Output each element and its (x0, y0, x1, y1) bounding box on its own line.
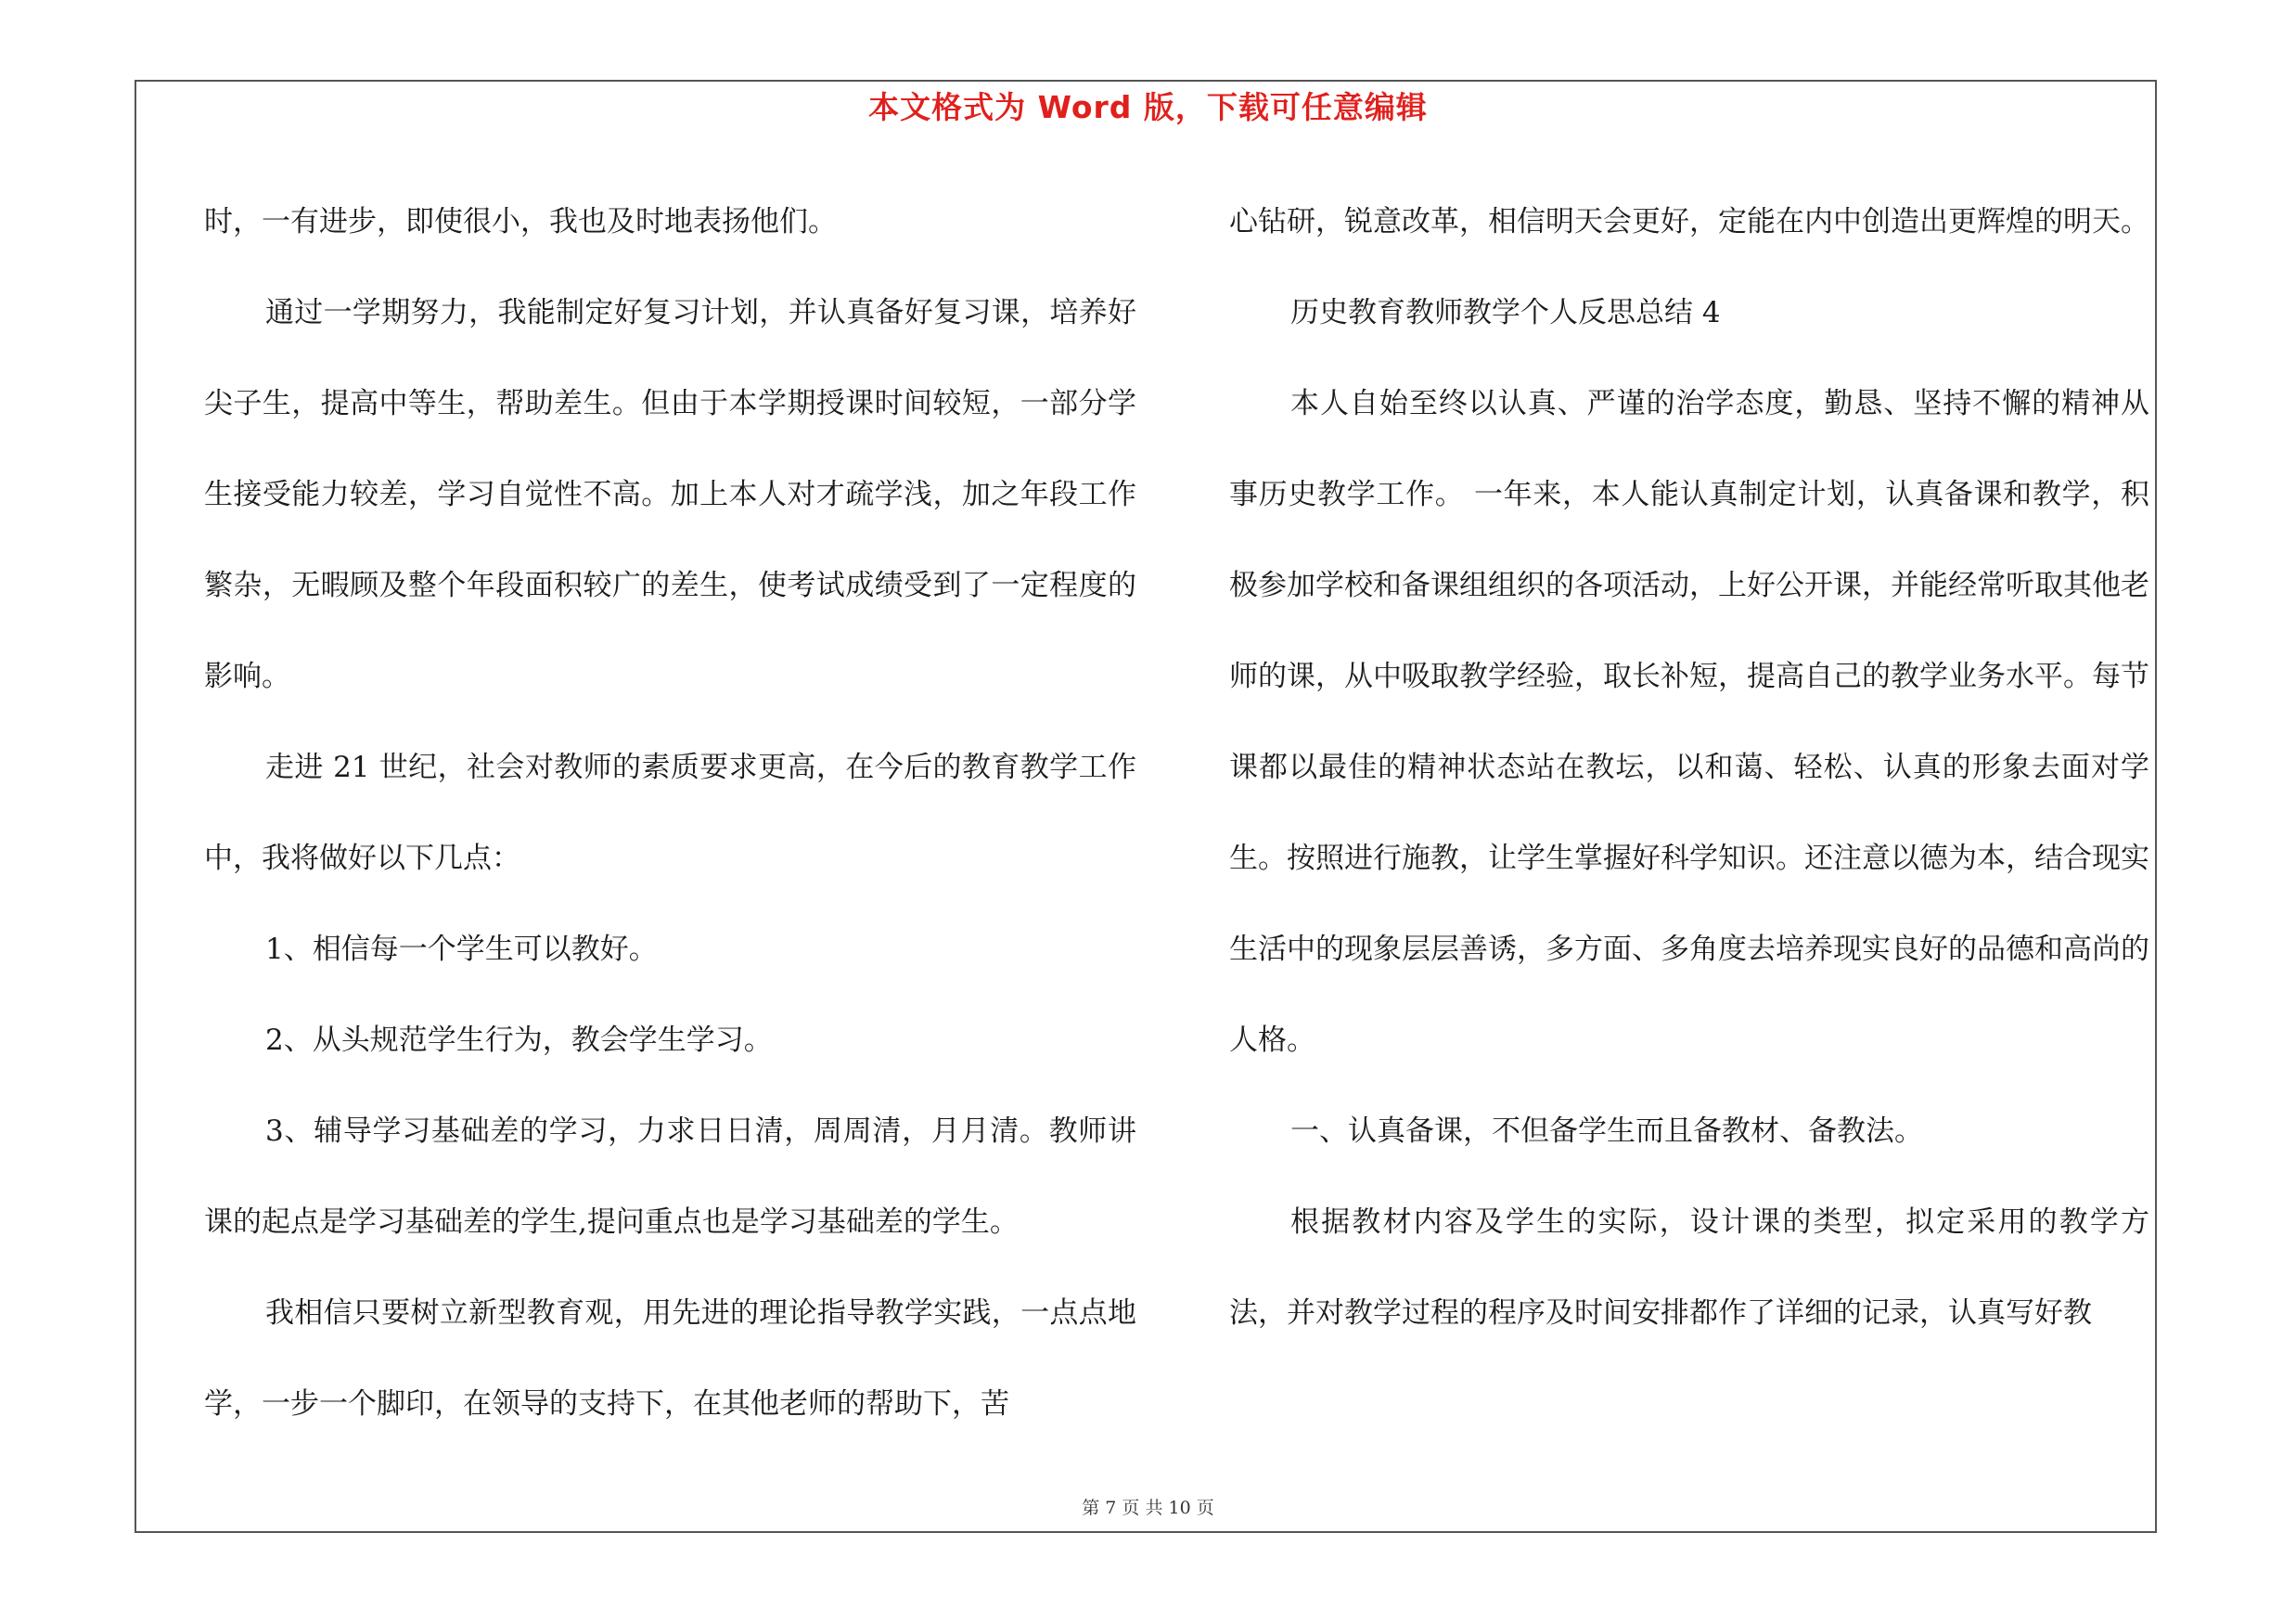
section-heading: 历史教育教师教学个人反思总结 4 (1290, 296, 1721, 329)
paragraph: 根据教材内容及学生的实际，设计课的类型，拟定采用的教学方法，并对教学过程的程序及时间安排都作了详细的记录，认真写好教 (1229, 1205, 2149, 1330)
paragraph: 走进 21 世纪，社会对教师的素质要求更高，在今后的教育教学工作中，我将做好以下几点： (204, 751, 1136, 875)
paragraph: 我相信只要树立新型教育观，用先进的理论指导教学实践，一点点地学，一步一个脚印，在领导的支持下，在其他老师的帮助下，苦 (204, 1296, 1136, 1421)
paragraph: 时，一有进步，即使很小，我也及时地表扬他们。 (204, 205, 837, 238)
paragraph: 本人自始至终以认真、严谨的治学态度，勤恳、坚持不懈的精神从事历史教学工作。 一年来，本人能认真制定计划，认真备课和教学，积极参加学校和备课组组织的各项活动，上好公开课，并能经常听取其他老师的课，从中吸取教学经验，取长补短，提高自己的教学业务水平。每节课都以最佳的精神状态站在教坛，以和蔼、轻松、认真的形象去面对学生。按照进行施教，让学生掌握好科学知识。还注意以德为本，结合现实生活中的现象层层善诱，多方面、多角度去培养现实良好的品德和高尚的人格。 (1229, 387, 2149, 1057)
paragraph: 心钻研，锐意改革，相信明天会更好，定能在内中创造出更辉煌的明天。 (1229, 205, 2149, 238)
page-number-footer: 第 7 页 共 10 页 (1082, 1498, 1214, 1518)
list-item: 1、相信每一个学生可以教好。 (265, 933, 658, 966)
list-item: 3、辅导学习基础差的学习，力求日日清，周周清，月月清。教师讲课的起点是学习基础差的学生,提问重点也是学习基础差的学生。 (204, 1114, 1136, 1239)
word-format-banner: 本文格式为 Word 版，下载可任意编辑 (868, 89, 1428, 125)
paragraph: 通过一学期努力，我能制定好复习计划，并认真备好复习课，培养好尖子生，提高中等生，帮助差生。但由于本学期授课时间较短，一部分学生接受能力较差，学习自觉性不高。加上本人对才疏学浅，加之年段工作繁杂，无暇顾及整个年段面积较广的差生，使考试成绩受到了一定程度的影响。 (204, 296, 1136, 693)
right-column (1229, 176, 2149, 1359)
subsection-heading: 一、认真备课，不但备学生而且备教材、备教法。 (1290, 1114, 1923, 1148)
left-column (204, 176, 1136, 1449)
list-item: 2、从头规范学生行为，教会学生学习。 (265, 1024, 773, 1057)
